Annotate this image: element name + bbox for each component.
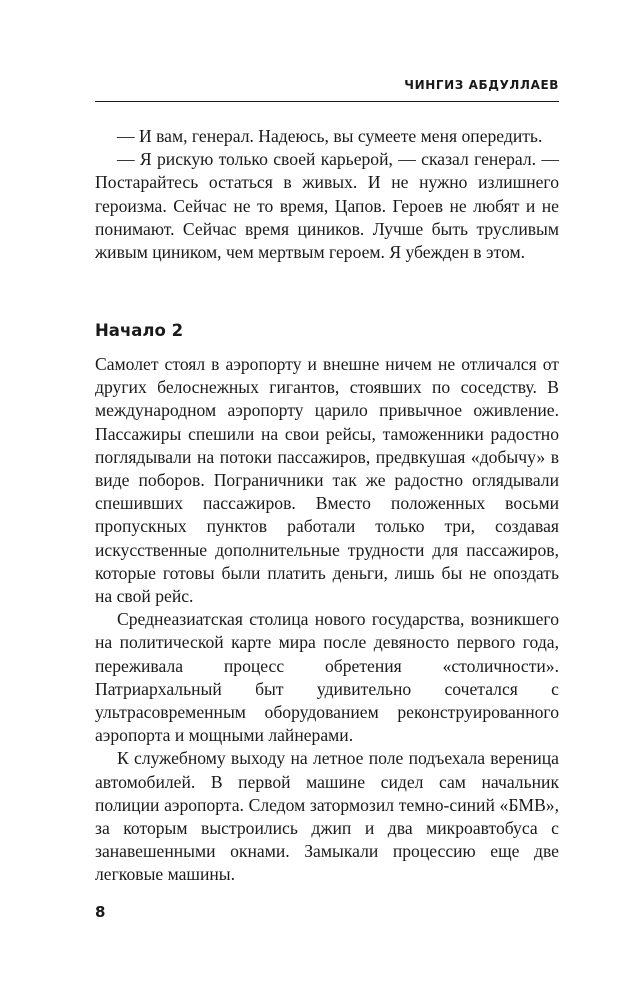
paragraph: — И вам, генерал. Надеюсь, вы сумеете меня опередить. [117,126,543,146]
top-text-block [95,125,559,264]
paragraph: К служебному выходу на летное поле подъехала вереница автомобилей. В первой машине сидел сам начальник полиции аэропорта. Следом затормозил темно-синий «БМВ», за которым выстроились джип и два микроавтобуса с занавешенными окнами. Замыкали процессию еще две легковые машины. [95,748,559,885]
header-rule [95,101,559,102]
paragraph: Самолет стоял в аэропорту и внешне ничем не отличался от других белоснежных гигантов, стоявших по соседству. В международном аэропорту царило привычное оживление. Пассажиры спешили на свои рейсы, таможенники радостно поглядывали на потоки пассажиров, предвкушая «добычу» в виде поборов. Пограничники так же радостно оглядывали спешивших пассажиров. Вместо положенных восьми пропускных пунктов работали только три, создавая искусственные дополнительные трудности для пассажиров, которые готовы были платить деньги, лишь бы не опоздать на свой рейс. [95,354,559,607]
page-number: 8 [95,903,106,921]
paragraph: Среднеазиатская столица нового государства, возникшего на политической карте мира после девяносто первого года, переживала процесс обретения «столичности». Патриархальный быт удивительно сочетался с ультрасовременным оборудованием реконструированного аэропорта и мощными лайнерами. [95,609,559,746]
main-text-block [95,353,559,887]
chapter-title: Начало 2 [95,321,184,340]
paragraph: — Я рискую только своей карьерой, — сказал генерал. — Постарайтесь остаться в живых. И не нужно излишнего героизма. Сейчас не то время, Цапов. Героев не любят и не понимают. Сейчас время циников. Лучше быть трусливым живым циником, чем мертвым героем. Я убежден в этом. [95,149,559,263]
running-head: ЧИНГИЗ АБДУЛЛАЕВ [404,78,559,92]
